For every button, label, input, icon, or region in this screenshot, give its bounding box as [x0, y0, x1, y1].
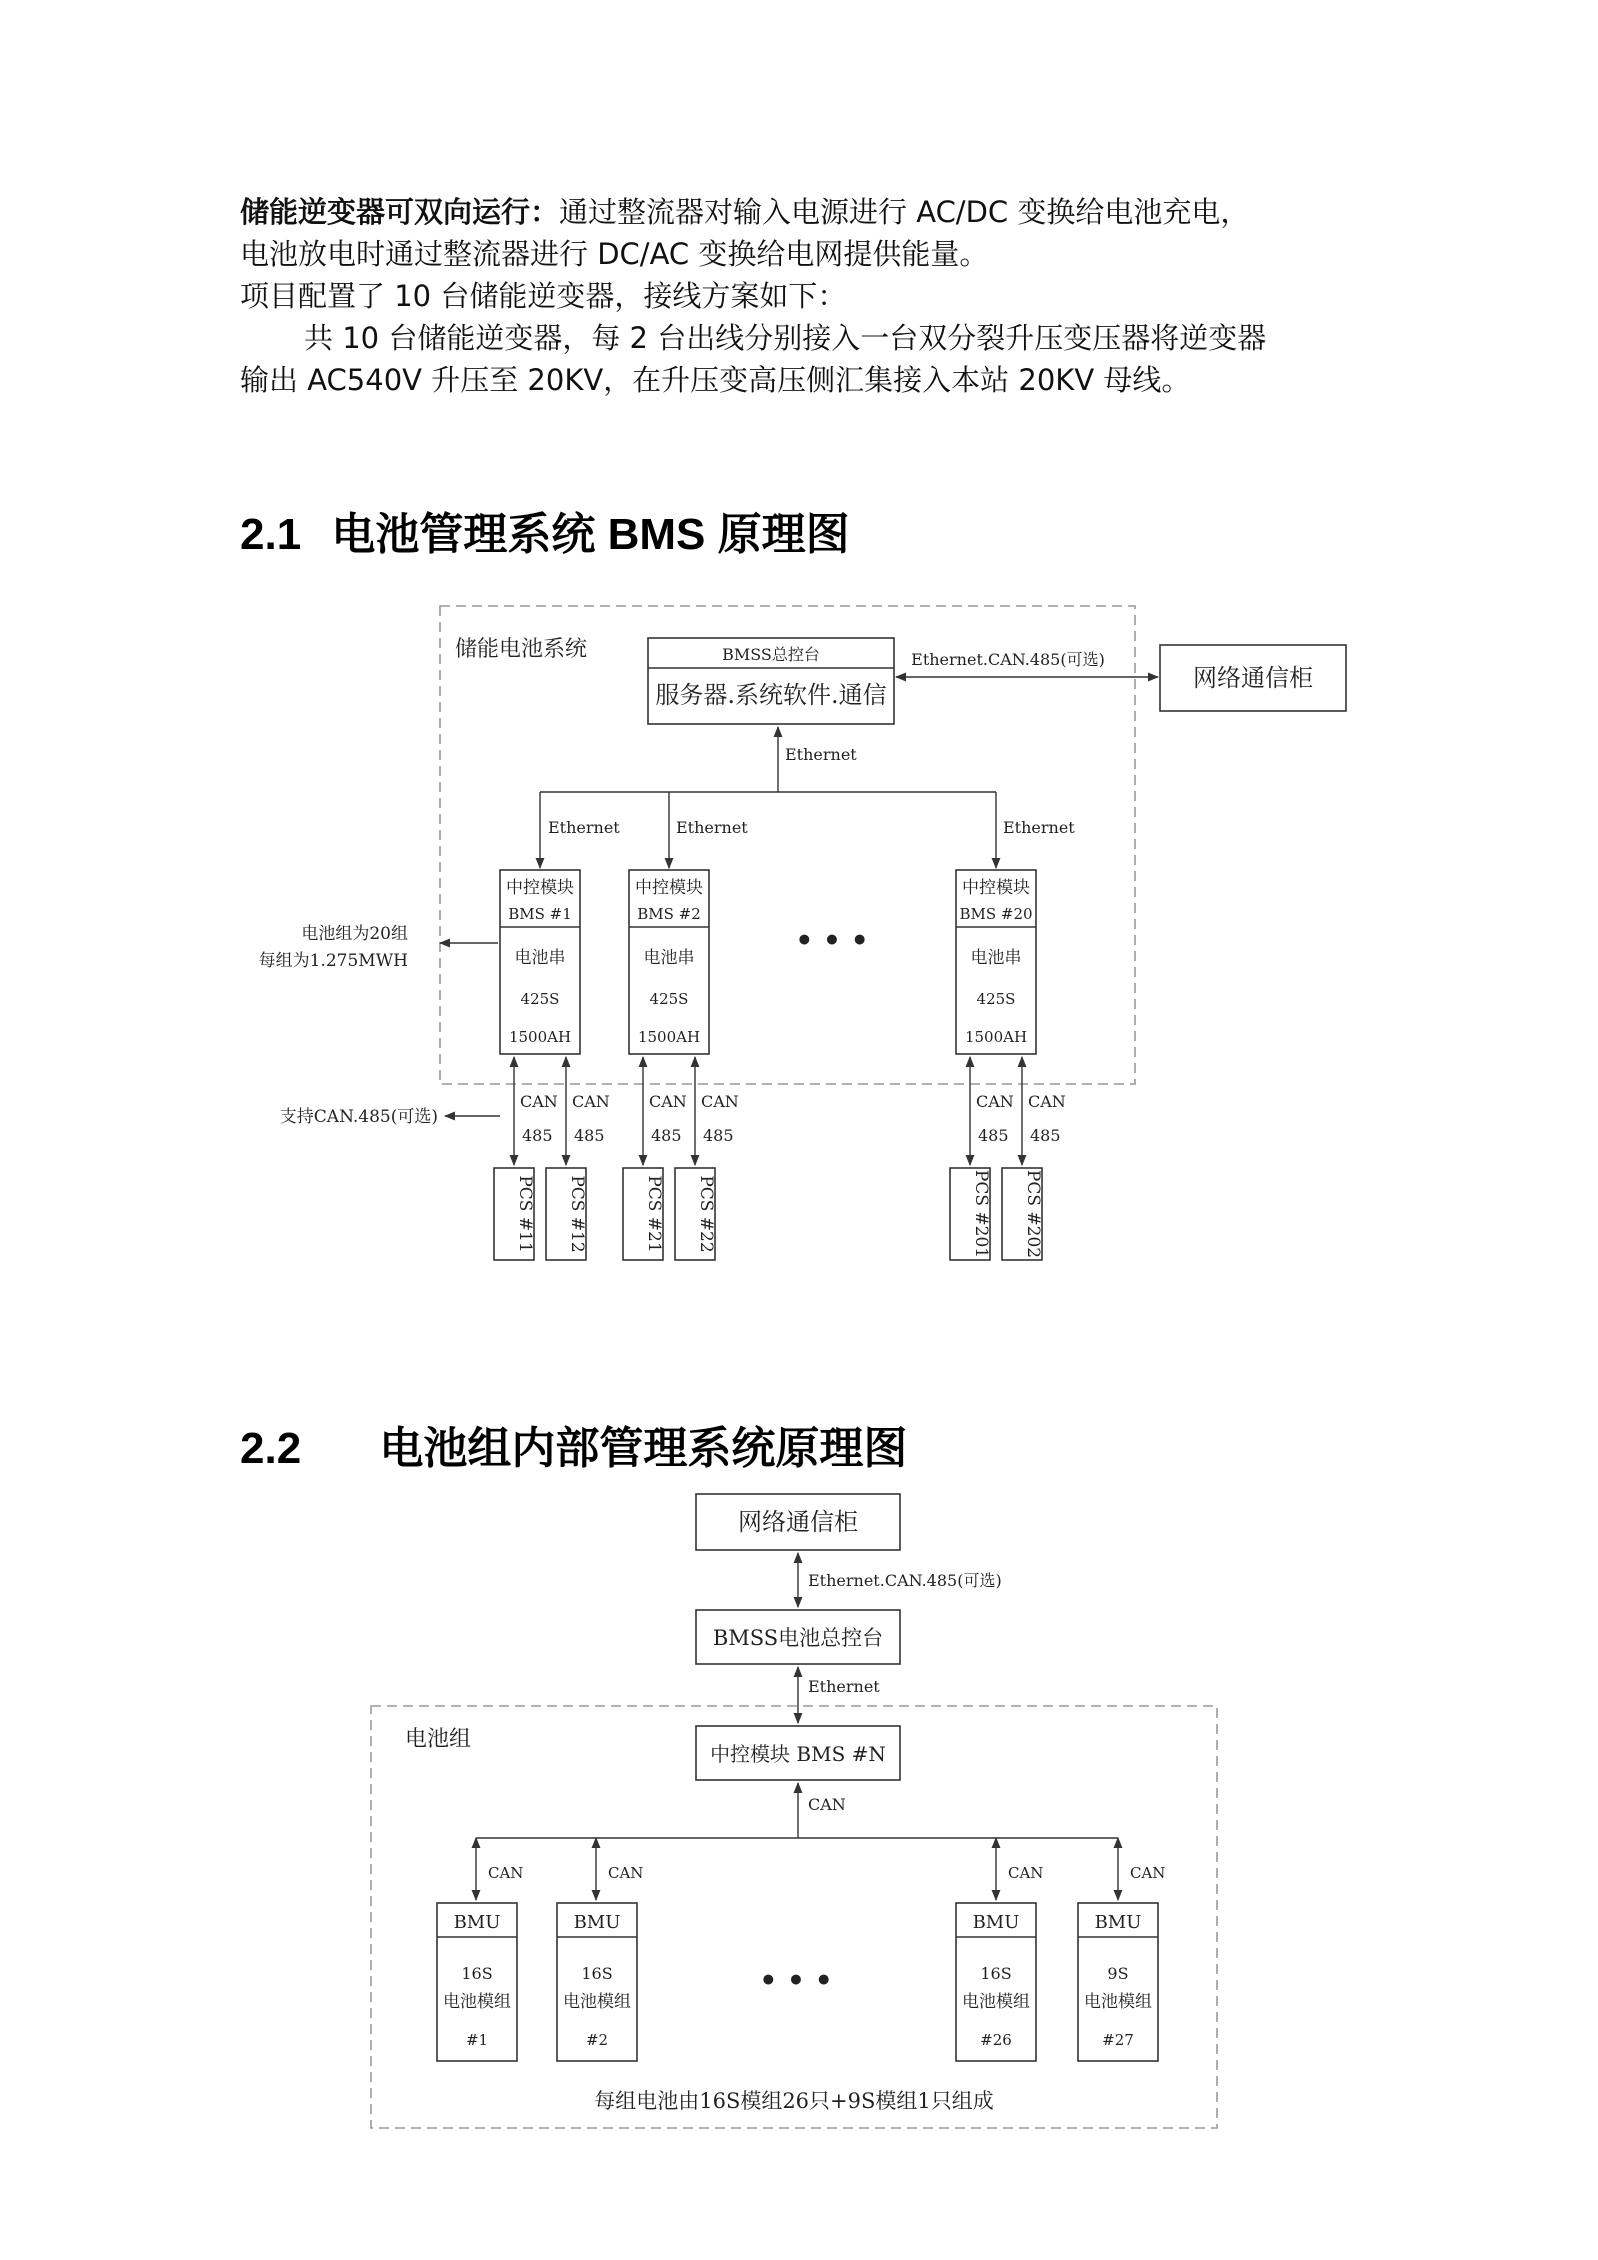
bmu-1-name: 电池模组 — [443, 1992, 511, 2012]
intro-line-3: 项目配置了 10 台储能逆变器，接线方案如下： — [240, 279, 847, 313]
module-1-485-b: 485 — [574, 1126, 605, 1145]
pcs-12-label: PCS #12 — [567, 1175, 587, 1253]
module-1-can-b: CAN — [572, 1092, 610, 1111]
module-1-ctrl: 中控模块 — [506, 878, 574, 898]
module-20-pcs-group — [950, 1057, 1066, 1260]
bmu-2-can-label: CAN — [608, 1864, 644, 1882]
module-2-can-a: CAN — [649, 1092, 687, 1111]
intro-line-4: 共 10 台储能逆变器，每 2 台出线分别接入一台双分裂升压变压器将逆变器 — [304, 321, 1267, 355]
bmss-console-body: 服务器.系统软件.通信 — [655, 681, 887, 709]
section-2-number: 2.2 — [240, 1424, 302, 1473]
battery-group-diagram — [371, 1494, 1217, 2128]
bmu-26-series: 16S — [980, 1964, 1012, 1983]
bmu-1 — [437, 1903, 517, 2061]
module-1-can-a: CAN — [520, 1092, 558, 1111]
module-20-capacity: 1500AH — [964, 1028, 1028, 1046]
bmu-27-name: 电池模组 — [1084, 1992, 1152, 2012]
can-main-label: CAN — [808, 1795, 846, 1814]
intro-line-1-text: 通过整流器对输入电源进行 AC/DC 变换给电池充电， — [559, 195, 1250, 229]
network-cabinet-label: 网络通信柜 — [1193, 664, 1313, 692]
bmu-27-series: 9S — [1107, 1964, 1129, 1983]
pcs-21-label: PCS #21 — [644, 1175, 664, 1253]
module-1-series: 425S — [520, 990, 560, 1008]
bmu-ellipsis: • • • — [759, 1964, 833, 1997]
intro-line-2: 电池放电时通过整流器进行 DC/AC 变换给电网提供能量。 — [240, 237, 989, 271]
bms-module-2 — [629, 870, 709, 1054]
bmu-2-series: 16S — [581, 1964, 613, 1983]
side-note-groups: 电池组为20组 — [301, 924, 408, 944]
module-20-485-b: 485 — [1030, 1126, 1061, 1145]
bmu-1-title: BMU — [453, 1912, 501, 1933]
bmu-1-id: #1 — [465, 2031, 489, 2049]
battery-group-label: 电池组 — [405, 1727, 472, 1752]
bmu-26 — [956, 1903, 1036, 2061]
bmss-console-title: BMSS总控台 — [722, 645, 820, 664]
pcs-202-label: PCS #202 — [1023, 1169, 1043, 1259]
bmu-1-series: 16S — [461, 1964, 493, 1983]
bms-module-1 — [500, 870, 580, 1054]
ethernet-label-2: Ethernet — [676, 818, 748, 837]
bmu-2-id: #2 — [585, 2031, 609, 2049]
network-cabinet-label-2: 网络通信柜 — [738, 1508, 858, 1536]
section-2-title: 电池组内部管理系统原理图 — [379, 1424, 908, 1473]
section-1-number: 2.1 — [240, 510, 302, 559]
bmu-2 — [557, 1903, 637, 2061]
module-20-can-b: CAN — [1028, 1092, 1066, 1111]
modules-ellipsis: • • • — [795, 924, 869, 957]
battery-system-label: 储能电池系统 — [455, 637, 588, 662]
intro-line-5: 输出 AC540V 升压至 20KV，在升压变高压侧汇集接入本站 20KV 母线。 — [240, 363, 1191, 397]
bmu-2-name: 电池模组 — [563, 1992, 631, 2012]
module-20-485-a: 485 — [978, 1126, 1009, 1145]
bmu-2-title: BMU — [573, 1912, 621, 1933]
module-1-string: 电池串 — [514, 948, 566, 968]
module-2-string: 电池串 — [643, 948, 695, 968]
side-note-energy: 每组为1.275MWH — [258, 951, 408, 971]
module-2-bms: BMS #2 — [637, 905, 701, 923]
module-2-pcs-group — [623, 1057, 739, 1260]
module-2-485-a: 485 — [651, 1126, 682, 1145]
bmss-cabinet-link-label: Ethernet.CAN.485(可选) — [911, 650, 1105, 669]
intro-bold-lead: 储能逆变器可双向运行： — [240, 195, 560, 229]
bmu-27-title: BMU — [1094, 1912, 1142, 1933]
bmss-console-label-2: BMSS电池总控台 — [712, 1626, 884, 1650]
bmu-26-id: #26 — [980, 2031, 1012, 2049]
pcs-22-label: PCS #22 — [696, 1175, 716, 1253]
module-20-string: 电池串 — [970, 948, 1022, 968]
module-2-can-b: CAN — [701, 1092, 739, 1111]
side-note-can: 支持CAN.485(可选) — [279, 1107, 438, 1127]
module-2-ctrl: 中控模块 — [635, 878, 703, 898]
section-1-title: 电池管理系统 BMS 原理图 — [331, 510, 850, 559]
battery-group-footer: 每组电池由16S模组26只+9S模组1只组成 — [594, 2089, 994, 2113]
module-1-485-a: 485 — [522, 1126, 553, 1145]
module-2-series: 425S — [649, 990, 689, 1008]
bmu-26-title: BMU — [972, 1912, 1020, 1933]
module-20-bms: BMS #20 — [959, 905, 1033, 923]
bmu-26-name: 电池模组 — [962, 1992, 1030, 2012]
bmu-27 — [1078, 1903, 1158, 2061]
bmu-27-can-label: CAN — [1130, 1864, 1166, 1882]
module-2-capacity: 1500AH — [637, 1028, 701, 1046]
ethernet-label-1: Ethernet — [548, 818, 620, 837]
module-1-capacity: 1500AH — [508, 1028, 572, 1046]
module-20-can-a: CAN — [976, 1092, 1014, 1111]
module-1-bms: BMS #1 — [508, 905, 572, 923]
ethernet-label-3: Ethernet — [1003, 818, 1075, 837]
pcs-11-label: PCS #11 — [515, 1175, 535, 1253]
module-1-pcs-group — [494, 1057, 610, 1260]
bmu-1-can-label: CAN — [488, 1864, 524, 1882]
pcs-201-label: PCS #201 — [971, 1169, 991, 1259]
cabinet-link-label-2: Ethernet.CAN.485(可选) — [808, 1571, 1002, 1590]
module-2-485-b: 485 — [703, 1126, 734, 1145]
ethernet-main-label: Ethernet — [785, 745, 857, 764]
bmu-27-id: #27 — [1102, 2031, 1134, 2049]
bms-module-20 — [956, 870, 1036, 1054]
module-20-ctrl: 中控模块 — [962, 878, 1030, 898]
module-20-series: 425S — [976, 990, 1016, 1008]
central-control-label: 中控模块 BMS #N — [710, 1742, 886, 1766]
ethernet-label-2b: Ethernet — [808, 1677, 880, 1696]
bmu-26-can-label: CAN — [1008, 1864, 1044, 1882]
